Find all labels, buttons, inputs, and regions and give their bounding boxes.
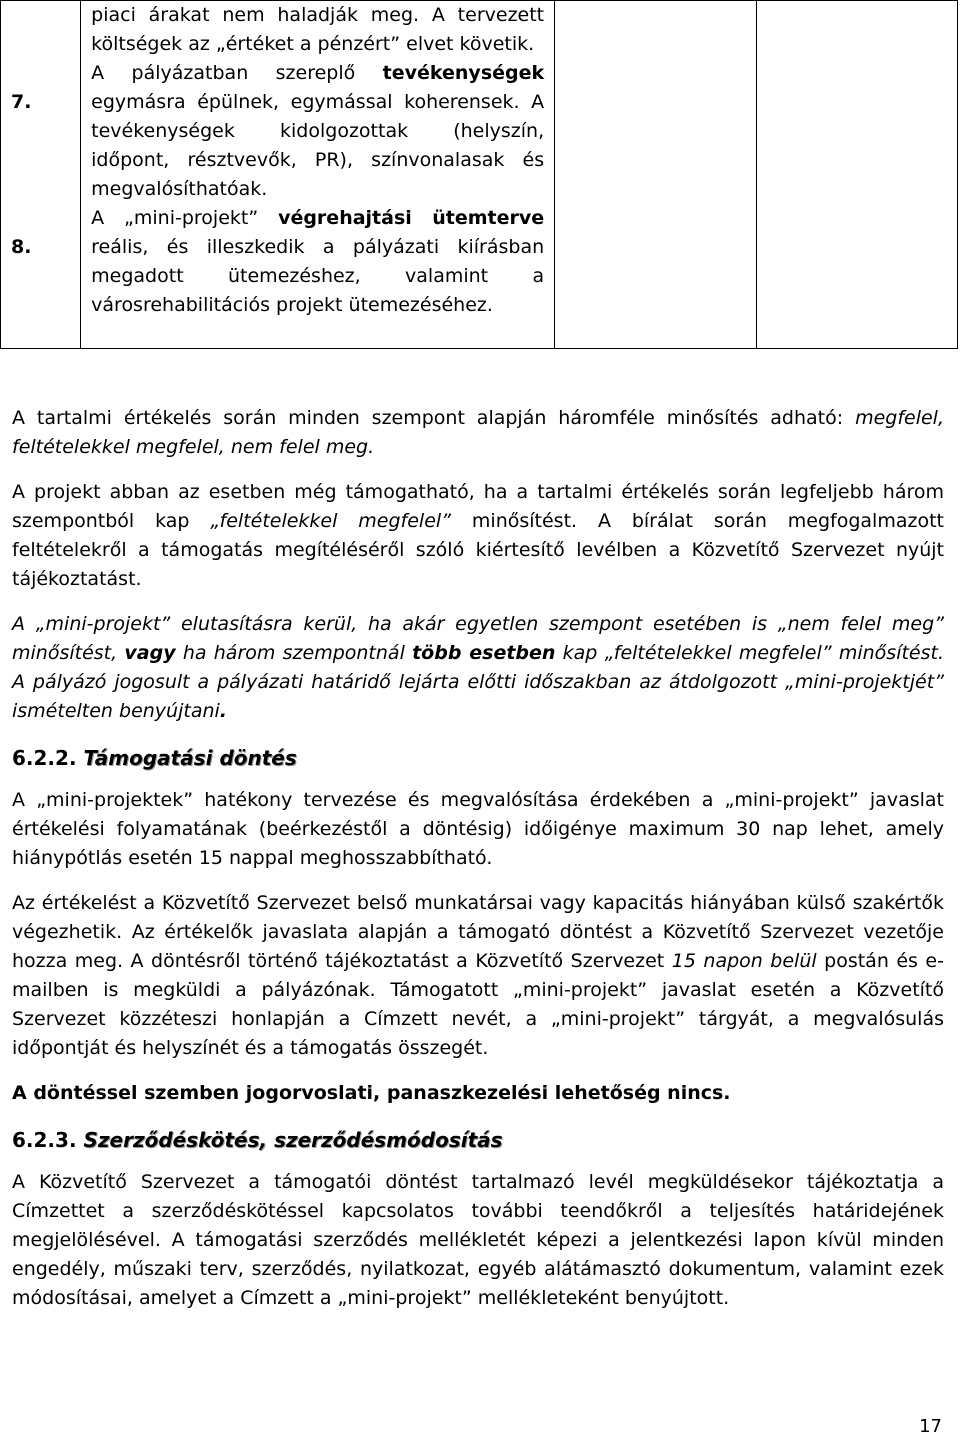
criteria-table <box>0 0 958 349</box>
row7-text: A pályázatban szereplő tevékenységek egymásra épülnek, egymással koherensek. A tevékenységek kidolgozottak (helyszín, időpont, résztvevők, PR), színvonalasak és megvalósíthatóak. <box>91 62 545 200</box>
no-appeal-paragraph: A döntéssel szemben jogorvoslati, panaszkezelési lehetőség nincs. <box>12 1082 731 1104</box>
section-heading-623: 6.2.3. Szerződéskötés, szerződésmódosítás <box>12 1128 503 1152</box>
number-column <box>1 1 81 349</box>
rejection-paragraph: A „mini-projekt” elutasításra kerül, ha akár egyetlen szempont esetében is „nem felel meg” minősítést, vagy ha három szempontnál több esetben kap „feltételekkel megfelel” minősítést. A pályázó jogosult a pályázati határidő lejárta előtti időszakban az átdolgozott „mini-projektjét” ismételten benyújtani. <box>12 613 945 722</box>
page-number: 17 <box>919 1416 942 1437</box>
row-continued-text: piaci árakat nem haladják meg. A tervezett költségek az „értéket a pénzért” elvet követik. <box>91 4 545 55</box>
empty-cell-b <box>756 1 957 349</box>
empty-cell-a <box>555 1 756 349</box>
document-body <box>12 404 944 1329</box>
section-heading-622: 6.2.2. Támogatási döntés <box>12 746 297 770</box>
contract-paragraph: A Közvetítő Szervezet a támogatói döntést tartalmazó levél megküldésekor tájékoztatja a Címzettet a szerződéskötéssel kapcsolatos további teendőkről a teljesítés határidejének megjelölésével. A támogatási szerződés mellékletét képezi a jelentkezési lapon kívül minden engedély, műszaki terv, szerződés, nyilatkozat, egyéb alátámasztó dokumentum, valamint ezek módosításai, amelyet a Címzett a „mini-projekt” mellékleteként benyújtott. <box>12 1171 944 1309</box>
row8-text: A „mini-projekt” végrehajtási ütemterve reális, és illeszkedik a pályázati kiírásban megadott ütemezéshez, valamint a városrehabilitációs projekt ütemezéséhez. <box>91 207 545 316</box>
timeline-paragraph: A „mini-projektek” hatékony tervezése és megvalósítása érdekében a „mini-projekt” javaslat értékelési folyamatának (beérkezéstől a döntésig) időigénye maximum 30 nap lehet, amely hiánypótlás esetén 15 nappal meghosszabbítható. <box>12 789 944 869</box>
criteria-text-column <box>81 1 555 349</box>
evaluation-paragraph: A tartalmi értékelés során minden szempont alapján háromféle minősítés adható: megfelel, feltételekkel megfelel, nem felel meg. <box>12 407 944 458</box>
support-paragraph: A projekt abban az esetben még támogatható, ha a tartalmi értékelés során legfeljebb három szempontból kap „feltételekkel megfelel” minősítést. A bírálat során megfogalmazott feltételekről a támogatás megítéléséről szóló kiértesítő levélben a Közvetítő Szervezet nyújt tájékoztatást. <box>12 481 944 590</box>
row8-number: 8. <box>11 236 32 258</box>
decision-paragraph: Az értékelést a Közvetítő Szervezet belső munkatársai vagy kapacitás hiányában külső szakértők végezhetik. Az értékelők javaslata alapján a támogató döntést a Közvetítő Szervezet vezetője hozza meg. A döntésről történő tájékoztatást a Közvetítő Szervezet 15 napon belül postán és e-mailben is megküldi a pályázónak. Támogatott „mini-projekt” javaslat esetén a Közvetítő Szervezet közzéteszi honlapján a Címzett nevét, a „mini-projekt” tárgyát, a megvalósulás időpontját és helyszínét és a támogatás összegét. <box>12 892 944 1059</box>
row7-number: 7. <box>11 91 32 113</box>
